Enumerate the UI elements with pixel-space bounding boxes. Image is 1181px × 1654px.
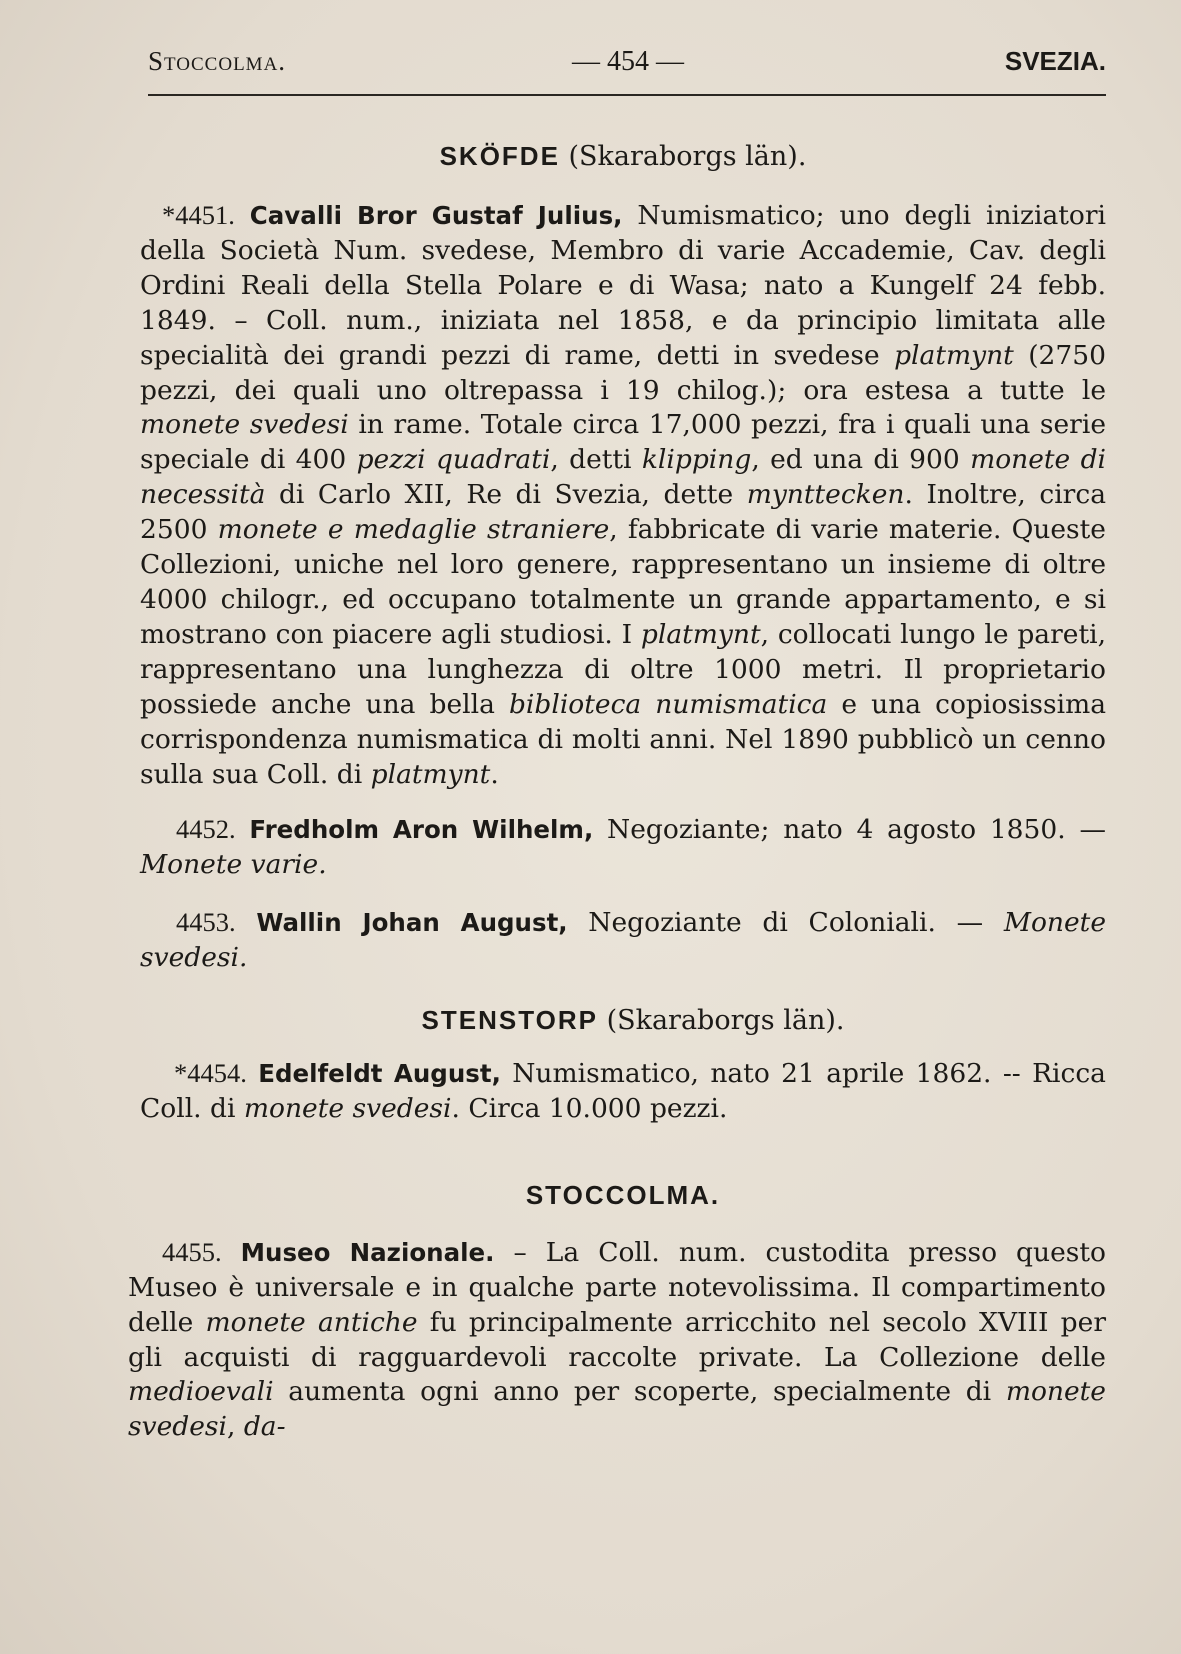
entry-text: , detti — [550, 444, 642, 476]
page-number: — 454 — — [572, 46, 684, 77]
entry-text: , — [226, 1411, 244, 1443]
section-heading-stenstorp — [140, 1002, 1106, 1038]
entry-italic: medioevali — [128, 1376, 274, 1408]
entry-text: aumenta ogni anno per scoperte, specialmente di — [273, 1376, 1006, 1408]
entry-italic: monete e medaglie straniere — [217, 514, 610, 546]
entry-text: Negoziante di Coloniali. — — [567, 907, 1004, 939]
section-heading-stoccolma — [140, 1177, 1106, 1213]
entry-text: Negoziante; nato 4 agosto 1850. — — [593, 814, 1106, 846]
entry-number: *4454. — [174, 1058, 247, 1089]
entry-name: Wallin Johan August, — [256, 908, 568, 938]
entry-text: fu principalmente arricchito nel secolo XVIII per gli acquisti di ragguardevoli raccolte private. La Collezione delle — [128, 1306, 1106, 1373]
entry-name: Edelfeldt August, — [258, 1059, 501, 1089]
entry-number: 4453. — [176, 907, 236, 938]
entry-text: (2750 pezzi, dei quali uno oltrepassa i 19 chilog.); ora estesa a tutte le — [140, 339, 1106, 406]
entry-italic: monete svedesi — [243, 1092, 452, 1124]
entry-text: di Carlo XII, Re di Svezia, dette — [265, 479, 747, 511]
entry-text: , collocati lungo le pareti, rappresentano una lunghezza di oltre 1000 metri. Il proprietario possiede anche una bella — [140, 618, 1106, 720]
entry-italic: monete svedesi — [128, 1376, 1106, 1443]
entry-text: Numismatico, nato 21 aprile 1862. -- Ricca Coll. di — [140, 1058, 1106, 1124]
entry-text: . Inoltre, circa 2500 — [140, 479, 1106, 546]
entry-italic: platmynt — [640, 618, 761, 650]
entry-italic: Monete varie. — [140, 849, 327, 881]
place-name: SKÖFDE — [439, 141, 560, 171]
section-heading-skofde — [140, 138, 1106, 174]
place-name: STOCCOLMA. — [525, 1179, 721, 1210]
place-name: STENSTORP — [421, 1005, 598, 1036]
entry-number: 4455. — [162, 1236, 222, 1267]
header-rule — [148, 94, 1106, 96]
entry-italic: da- — [243, 1411, 286, 1443]
place-region: (Skaraborgs län). — [568, 141, 807, 172]
entry-text: in rame. Totale circa 17,000 pezzi, fra i quali una serie speciale di 400 — [140, 409, 1106, 476]
entry-4451 — [140, 198, 1106, 792]
entry-4455 — [128, 1235, 1106, 1445]
entry-name: Fredholm Aron Wilhelm, — [249, 815, 594, 845]
entry-text: e una copiosissima corrispondenza numismatica di molti anni. Nel 1890 pubblicò un cenno sulla sua Coll. di — [140, 688, 1106, 790]
entry-italic: pezzi quadrati — [356, 444, 551, 476]
entry-text: Numismatico; uno degli iniziatori della Società Num. svedese, Membro di varie Accademie, Cav. degli Ordini Reali della Stella Polare e di Wasa; nato a Kungelf 24 febb. 1849. – Coll. num., iniziata nel 1858, e da principio limitata alle specialità dei grandi pezzi di rame, detti in svedese — [140, 200, 1106, 371]
entry-italic: platmynt — [894, 339, 1014, 371]
page-content — [128, 138, 1107, 1445]
entry-4454 — [140, 1056, 1106, 1127]
entry-italic: biblioteca numismatica — [508, 688, 828, 720]
place-region: (Skaraborgs län). — [606, 1005, 845, 1037]
entry-number: 4452. — [176, 814, 236, 845]
entry-italic: monete di necessità — [140, 444, 1107, 511]
entry-italic: platmynt — [370, 758, 491, 790]
entry-text: – La Coll. num. custodita presso questo Museo è universale e in qualche parte notevolissima. Il compartimento delle — [128, 1236, 1106, 1338]
entry-text: , fabbricate di varie materie. Queste Collezioni, uniche nel loro genere, rappresentano un insieme di oltre 4000 chilogr., ed occupano totalmente un grande appartamento, e si mostrano con piacere agli studiosi. I — [140, 514, 1106, 650]
entry-text: . — [490, 758, 499, 790]
entry-italic: Monete svedesi. — [140, 907, 1106, 974]
entry-italic: mynttecken — [746, 479, 905, 511]
entry-4453 — [140, 905, 1106, 976]
entry-text: . Circa 10.000 pezzi. — [451, 1092, 728, 1124]
entry-number: *4451. — [162, 200, 235, 230]
entry-name: Museo Nazionale. — [240, 1237, 495, 1267]
running-header — [148, 44, 1106, 84]
header-city: Stoccolma. — [148, 46, 287, 76]
header-country: SVEZIA. — [1004, 46, 1106, 76]
entry-italic: klipping — [641, 444, 752, 476]
entry-4452 — [140, 812, 1106, 883]
entry-italic: monete svedesi — [140, 409, 349, 441]
entry-text: , ed una di 900 — [751, 444, 971, 476]
entry-italic: monete antiche — [205, 1306, 418, 1338]
entry-name: Cavalli Bror Gustaf Julius, — [249, 201, 623, 230]
